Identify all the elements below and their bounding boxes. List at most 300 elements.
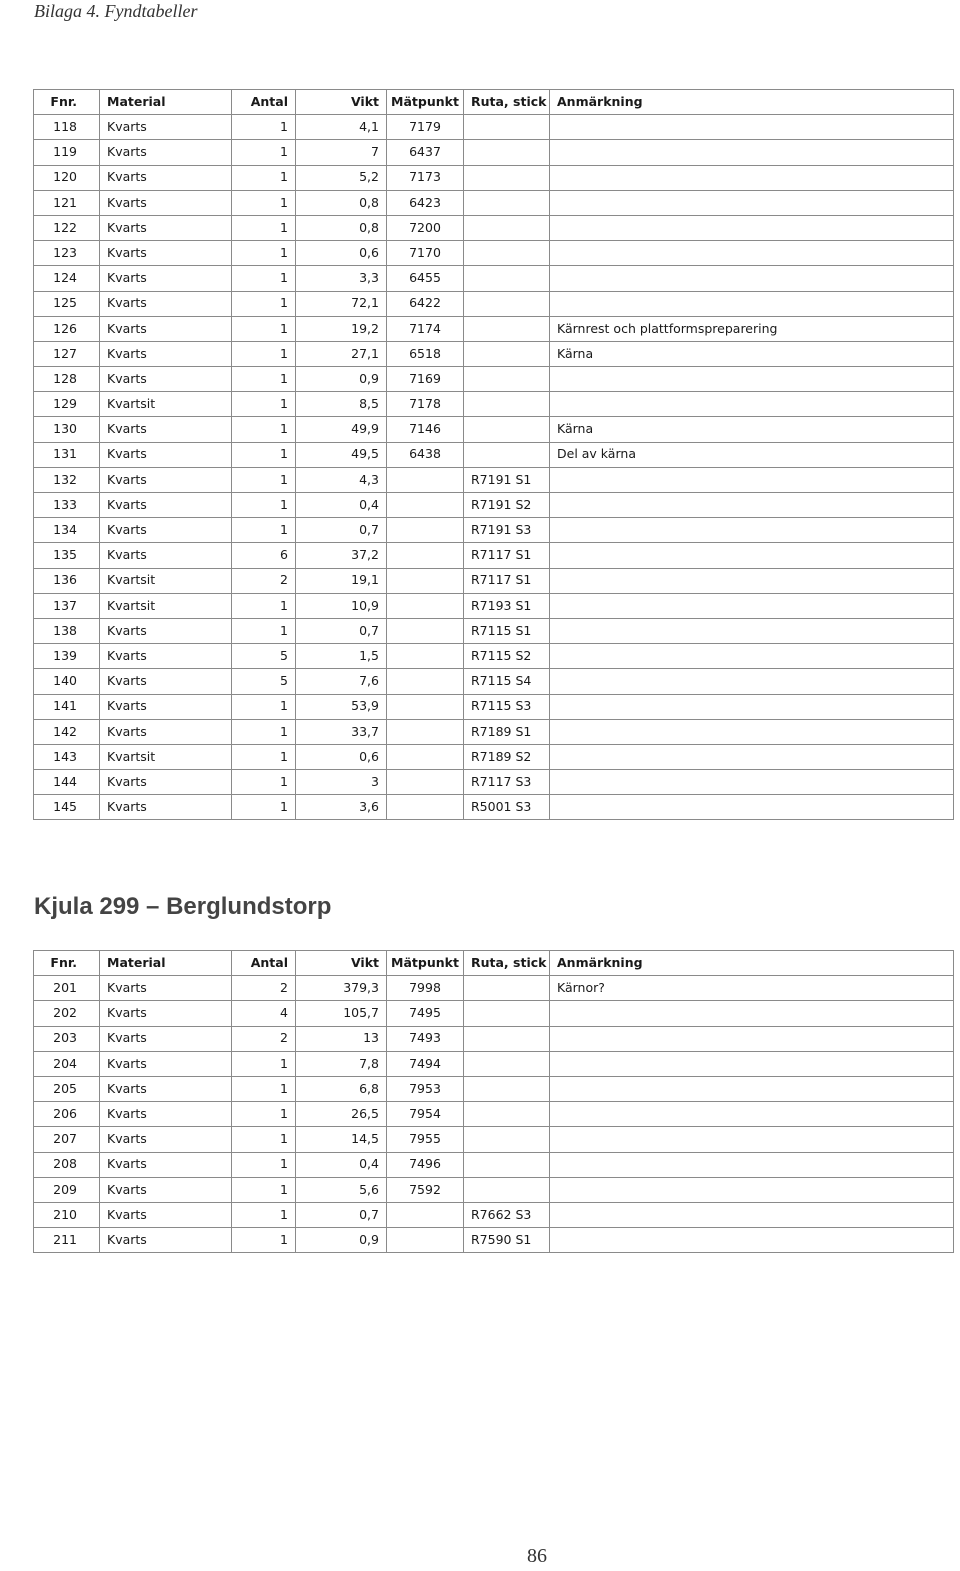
table-row bbox=[34, 367, 954, 392]
cell-material: Kvarts bbox=[100, 1102, 232, 1127]
cell-vikt: 0,6 bbox=[296, 744, 387, 769]
cell-fnr: 202 bbox=[34, 1001, 100, 1026]
table-row bbox=[34, 1177, 954, 1202]
cell-anmarkning bbox=[550, 644, 954, 669]
cell-antal: 1 bbox=[232, 795, 296, 820]
cell-material: Kvarts bbox=[100, 1127, 232, 1152]
cell-antal: 1 bbox=[232, 190, 296, 215]
cell-material: Kvarts bbox=[100, 442, 232, 467]
cell-anmarkning bbox=[550, 719, 954, 744]
cell-antal: 1 bbox=[232, 215, 296, 240]
cell-anmarkning bbox=[550, 669, 954, 694]
cell-ruta-stick bbox=[464, 165, 550, 190]
cell-fnr: 128 bbox=[34, 367, 100, 392]
cell-material: Kvarts bbox=[100, 1177, 232, 1202]
cell-matpunkt: 7955 bbox=[387, 1127, 464, 1152]
cell-ruta-stick: R7189 S1 bbox=[464, 719, 550, 744]
cell-fnr: 130 bbox=[34, 417, 100, 442]
cell-anmarkning bbox=[550, 266, 954, 291]
cell-vikt: 5,6 bbox=[296, 1177, 387, 1202]
cell-vikt: 4,1 bbox=[296, 115, 387, 140]
cell-vikt: 1,5 bbox=[296, 644, 387, 669]
cell-fnr: 210 bbox=[34, 1202, 100, 1227]
cell-vikt: 0,9 bbox=[296, 1228, 387, 1253]
cell-ruta-stick bbox=[464, 1102, 550, 1127]
cell-anmarkning bbox=[550, 467, 954, 492]
table-row bbox=[34, 165, 954, 190]
cell-material: Kvarts bbox=[100, 719, 232, 744]
cell-matpunkt: 6422 bbox=[387, 291, 464, 316]
cell-antal: 1 bbox=[232, 1177, 296, 1202]
table-row bbox=[34, 669, 954, 694]
table-row bbox=[34, 1001, 954, 1026]
cell-anmarkning bbox=[550, 291, 954, 316]
table-row bbox=[34, 644, 954, 669]
cell-anmarkning bbox=[550, 115, 954, 140]
cell-fnr: 135 bbox=[34, 543, 100, 568]
running-head: Bilaga 4. Fyndtabeller bbox=[34, 1, 198, 21]
cell-anmarkning bbox=[550, 215, 954, 240]
cell-vikt: 6,8 bbox=[296, 1076, 387, 1101]
col-header-matpunkt: Mätpunkt bbox=[387, 90, 464, 115]
cell-fnr: 143 bbox=[34, 744, 100, 769]
cell-ruta-stick: R5001 S3 bbox=[464, 795, 550, 820]
cell-anmarkning bbox=[550, 1026, 954, 1051]
table-row bbox=[34, 115, 954, 140]
cell-material: Kvarts bbox=[100, 795, 232, 820]
cell-ruta-stick bbox=[464, 316, 550, 341]
cell-anmarkning bbox=[550, 1127, 954, 1152]
table-row bbox=[34, 493, 954, 518]
page-number: 86 bbox=[527, 1545, 547, 1567]
finds-table-1 bbox=[33, 89, 954, 820]
cell-matpunkt bbox=[387, 1202, 464, 1227]
cell-matpunkt: 6518 bbox=[387, 341, 464, 366]
cell-antal: 1 bbox=[232, 1228, 296, 1253]
cell-material: Kvarts bbox=[100, 1076, 232, 1101]
cell-antal: 2 bbox=[232, 568, 296, 593]
cell-antal: 1 bbox=[232, 770, 296, 795]
cell-fnr: 140 bbox=[34, 669, 100, 694]
cell-fnr: 134 bbox=[34, 518, 100, 543]
cell-matpunkt: 6438 bbox=[387, 442, 464, 467]
cell-material: Kvarts bbox=[100, 467, 232, 492]
cell-fnr: 204 bbox=[34, 1051, 100, 1076]
cell-matpunkt bbox=[387, 518, 464, 543]
cell-vikt: 7 bbox=[296, 140, 387, 165]
cell-matpunkt: 7998 bbox=[387, 976, 464, 1001]
cell-anmarkning bbox=[550, 1228, 954, 1253]
cell-vikt: 14,5 bbox=[296, 1127, 387, 1152]
cell-vikt: 0,7 bbox=[296, 1202, 387, 1227]
cell-ruta-stick bbox=[464, 392, 550, 417]
cell-antal: 1 bbox=[232, 694, 296, 719]
table-row bbox=[34, 291, 954, 316]
cell-anmarkning bbox=[550, 1152, 954, 1177]
cell-fnr: 142 bbox=[34, 719, 100, 744]
cell-material: Kvarts bbox=[100, 140, 232, 165]
cell-fnr: 145 bbox=[34, 795, 100, 820]
cell-matpunkt: 6455 bbox=[387, 266, 464, 291]
cell-matpunkt: 7174 bbox=[387, 316, 464, 341]
cell-material: Kvarts bbox=[100, 1001, 232, 1026]
cell-antal: 1 bbox=[232, 467, 296, 492]
cell-ruta-stick: R7191 S2 bbox=[464, 493, 550, 518]
cell-matpunkt bbox=[387, 694, 464, 719]
cell-matpunkt: 7200 bbox=[387, 215, 464, 240]
cell-matpunkt: 7592 bbox=[387, 1177, 464, 1202]
cell-vikt: 26,5 bbox=[296, 1102, 387, 1127]
cell-ruta-stick: R7662 S3 bbox=[464, 1202, 550, 1227]
cell-material: Kvarts bbox=[100, 316, 232, 341]
cell-fnr: 129 bbox=[34, 392, 100, 417]
table-header-row bbox=[34, 951, 954, 976]
cell-ruta-stick bbox=[464, 291, 550, 316]
cell-material: Kvarts bbox=[100, 165, 232, 190]
col-header-material: Material bbox=[100, 951, 232, 976]
cell-ruta-stick bbox=[464, 140, 550, 165]
table-row bbox=[34, 467, 954, 492]
cell-ruta-stick bbox=[464, 1076, 550, 1101]
cell-matpunkt bbox=[387, 543, 464, 568]
cell-ruta-stick bbox=[464, 266, 550, 291]
cell-fnr: 125 bbox=[34, 291, 100, 316]
table-row bbox=[34, 341, 954, 366]
cell-fnr: 122 bbox=[34, 215, 100, 240]
table-row bbox=[34, 392, 954, 417]
cell-vikt: 49,5 bbox=[296, 442, 387, 467]
cell-fnr: 133 bbox=[34, 493, 100, 518]
table-row bbox=[34, 1127, 954, 1152]
table-row bbox=[34, 1152, 954, 1177]
cell-ruta-stick bbox=[464, 976, 550, 1001]
cell-antal: 1 bbox=[232, 140, 296, 165]
cell-anmarkning bbox=[550, 1076, 954, 1101]
cell-ruta-stick bbox=[464, 115, 550, 140]
cell-fnr: 211 bbox=[34, 1228, 100, 1253]
col-header-matpunkt: Mätpunkt bbox=[387, 951, 464, 976]
cell-fnr: 208 bbox=[34, 1152, 100, 1177]
table-row bbox=[34, 1051, 954, 1076]
cell-vikt: 0,7 bbox=[296, 618, 387, 643]
cell-material: Kvarts bbox=[100, 241, 232, 266]
cell-matpunkt bbox=[387, 568, 464, 593]
cell-fnr: 201 bbox=[34, 976, 100, 1001]
cell-antal: 1 bbox=[232, 1102, 296, 1127]
cell-vikt: 3,6 bbox=[296, 795, 387, 820]
cell-material: Kvarts bbox=[100, 367, 232, 392]
cell-vikt: 10,9 bbox=[296, 593, 387, 618]
cell-matpunkt bbox=[387, 467, 464, 492]
cell-antal: 5 bbox=[232, 669, 296, 694]
cell-ruta-stick: R7189 S2 bbox=[464, 744, 550, 769]
cell-matpunkt bbox=[387, 593, 464, 618]
cell-matpunkt: 7496 bbox=[387, 1152, 464, 1177]
cell-material: Kvarts bbox=[100, 694, 232, 719]
cell-fnr: 127 bbox=[34, 341, 100, 366]
cell-material: Kvarts bbox=[100, 518, 232, 543]
cell-matpunkt: 7169 bbox=[387, 367, 464, 392]
cell-antal: 1 bbox=[232, 241, 296, 266]
cell-anmarkning bbox=[550, 1051, 954, 1076]
table-row bbox=[34, 543, 954, 568]
table-row bbox=[34, 316, 954, 341]
cell-material: Kvarts bbox=[100, 543, 232, 568]
cell-fnr: 207 bbox=[34, 1127, 100, 1152]
cell-anmarkning bbox=[550, 744, 954, 769]
section-heading: Kjula 299 – Berglundstorp bbox=[34, 893, 332, 920]
cell-ruta-stick bbox=[464, 442, 550, 467]
cell-antal: 1 bbox=[232, 417, 296, 442]
cell-antal: 1 bbox=[232, 165, 296, 190]
cell-material: Kvarts bbox=[100, 644, 232, 669]
cell-ruta-stick: R7115 S1 bbox=[464, 618, 550, 643]
table-row bbox=[34, 1076, 954, 1101]
cell-fnr: 132 bbox=[34, 467, 100, 492]
cell-anmarkning bbox=[550, 367, 954, 392]
cell-antal: 1 bbox=[232, 593, 296, 618]
cell-vikt: 0,9 bbox=[296, 367, 387, 392]
cell-anmarkning bbox=[550, 190, 954, 215]
cell-fnr: 121 bbox=[34, 190, 100, 215]
cell-ruta-stick bbox=[464, 241, 550, 266]
cell-anmarkning bbox=[550, 241, 954, 266]
cell-fnr: 123 bbox=[34, 241, 100, 266]
table-row bbox=[34, 417, 954, 442]
cell-fnr: 118 bbox=[34, 115, 100, 140]
table-row bbox=[34, 770, 954, 795]
cell-ruta-stick bbox=[464, 1127, 550, 1152]
cell-material: Kvarts bbox=[100, 291, 232, 316]
cell-anmarkning: Del av kärna bbox=[550, 442, 954, 467]
cell-antal: 1 bbox=[232, 1076, 296, 1101]
cell-material: Kvarts bbox=[100, 341, 232, 366]
cell-anmarkning: Kärnor? bbox=[550, 976, 954, 1001]
cell-fnr: 124 bbox=[34, 266, 100, 291]
cell-antal: 1 bbox=[232, 518, 296, 543]
cell-ruta-stick bbox=[464, 215, 550, 240]
cell-antal: 1 bbox=[232, 266, 296, 291]
cell-antal: 1 bbox=[232, 341, 296, 366]
cell-matpunkt: 7146 bbox=[387, 417, 464, 442]
cell-vikt: 72,1 bbox=[296, 291, 387, 316]
cell-anmarkning bbox=[550, 694, 954, 719]
cell-vikt: 3,3 bbox=[296, 266, 387, 291]
cell-matpunkt: 7173 bbox=[387, 165, 464, 190]
col-header-fnr: Fnr. bbox=[34, 951, 100, 976]
cell-anmarkning bbox=[550, 568, 954, 593]
cell-matpunkt: 7953 bbox=[387, 1076, 464, 1101]
table-row bbox=[34, 1026, 954, 1051]
cell-antal: 1 bbox=[232, 1051, 296, 1076]
cell-fnr: 203 bbox=[34, 1026, 100, 1051]
cell-material: Kvarts bbox=[100, 770, 232, 795]
cell-vikt: 27,1 bbox=[296, 341, 387, 366]
cell-fnr: 120 bbox=[34, 165, 100, 190]
table-row bbox=[34, 795, 954, 820]
table-row bbox=[34, 744, 954, 769]
cell-anmarkning: Kärna bbox=[550, 417, 954, 442]
col-header-vikt: Vikt bbox=[296, 951, 387, 976]
cell-anmarkning bbox=[550, 543, 954, 568]
cell-ruta-stick: R7191 S3 bbox=[464, 518, 550, 543]
cell-vikt: 0,4 bbox=[296, 1152, 387, 1177]
cell-fnr: 205 bbox=[34, 1076, 100, 1101]
cell-fnr: 206 bbox=[34, 1102, 100, 1127]
cell-matpunkt: 7178 bbox=[387, 392, 464, 417]
cell-material: Kvarts bbox=[100, 190, 232, 215]
cell-vikt: 0,4 bbox=[296, 493, 387, 518]
cell-anmarkning bbox=[550, 1202, 954, 1227]
table-row bbox=[34, 241, 954, 266]
cell-matpunkt bbox=[387, 1228, 464, 1253]
cell-matpunkt: 7495 bbox=[387, 1001, 464, 1026]
cell-antal: 2 bbox=[232, 976, 296, 1001]
cell-fnr: 119 bbox=[34, 140, 100, 165]
cell-fnr: 209 bbox=[34, 1177, 100, 1202]
cell-anmarkning bbox=[550, 1001, 954, 1026]
cell-vikt: 19,1 bbox=[296, 568, 387, 593]
cell-vikt: 53,9 bbox=[296, 694, 387, 719]
cell-matpunkt: 7493 bbox=[387, 1026, 464, 1051]
cell-matpunkt: 7494 bbox=[387, 1051, 464, 1076]
cell-material: Kvarts bbox=[100, 1228, 232, 1253]
cell-fnr: 136 bbox=[34, 568, 100, 593]
cell-antal: 1 bbox=[232, 1127, 296, 1152]
cell-material: Kvartsit bbox=[100, 593, 232, 618]
cell-anmarkning bbox=[550, 618, 954, 643]
cell-vikt: 4,3 bbox=[296, 467, 387, 492]
table-body bbox=[34, 115, 954, 820]
cell-vikt: 7,8 bbox=[296, 1051, 387, 1076]
cell-vikt: 37,2 bbox=[296, 543, 387, 568]
table-header-row bbox=[34, 90, 954, 115]
cell-ruta-stick bbox=[464, 190, 550, 215]
cell-anmarkning bbox=[550, 518, 954, 543]
cell-ruta-stick: R7193 S1 bbox=[464, 593, 550, 618]
cell-antal: 1 bbox=[232, 618, 296, 643]
finds-table-2 bbox=[33, 950, 954, 1253]
cell-material: Kvartsit bbox=[100, 744, 232, 769]
table-row bbox=[34, 568, 954, 593]
cell-vikt: 5,2 bbox=[296, 165, 387, 190]
col-header-anmarkning: Anmärkning bbox=[550, 90, 954, 115]
cell-ruta-stick: R7117 S1 bbox=[464, 543, 550, 568]
cell-vikt: 0,7 bbox=[296, 518, 387, 543]
table-row bbox=[34, 215, 954, 240]
cell-matpunkt bbox=[387, 719, 464, 744]
table-row bbox=[34, 694, 954, 719]
cell-material: Kvarts bbox=[100, 976, 232, 1001]
col-header-ruta-stick: Ruta, stick bbox=[464, 951, 550, 976]
cell-anmarkning bbox=[550, 1177, 954, 1202]
cell-antal: 6 bbox=[232, 543, 296, 568]
cell-material: Kvarts bbox=[100, 669, 232, 694]
cell-antal: 1 bbox=[232, 442, 296, 467]
cell-antal: 1 bbox=[232, 291, 296, 316]
table-row bbox=[34, 719, 954, 744]
cell-matpunkt bbox=[387, 493, 464, 518]
cell-fnr: 131 bbox=[34, 442, 100, 467]
cell-vikt: 0,8 bbox=[296, 215, 387, 240]
cell-ruta-stick bbox=[464, 1026, 550, 1051]
cell-anmarkning: Kärnrest och plattformspreparering bbox=[550, 316, 954, 341]
cell-anmarkning bbox=[550, 493, 954, 518]
cell-matpunkt: 7179 bbox=[387, 115, 464, 140]
cell-fnr: 141 bbox=[34, 694, 100, 719]
cell-vikt: 8,5 bbox=[296, 392, 387, 417]
cell-matpunkt bbox=[387, 644, 464, 669]
cell-fnr: 138 bbox=[34, 618, 100, 643]
cell-material: Kvarts bbox=[100, 493, 232, 518]
cell-ruta-stick bbox=[464, 341, 550, 366]
cell-matpunkt: 7170 bbox=[387, 241, 464, 266]
cell-vikt: 0,8 bbox=[296, 190, 387, 215]
cell-matpunkt bbox=[387, 618, 464, 643]
cell-anmarkning: Kärna bbox=[550, 341, 954, 366]
cell-antal: 4 bbox=[232, 1001, 296, 1026]
cell-anmarkning bbox=[550, 1102, 954, 1127]
cell-matpunkt: 6423 bbox=[387, 190, 464, 215]
cell-material: Kvarts bbox=[100, 618, 232, 643]
cell-matpunkt: 6437 bbox=[387, 140, 464, 165]
cell-fnr: 126 bbox=[34, 316, 100, 341]
cell-anmarkning bbox=[550, 392, 954, 417]
cell-ruta-stick bbox=[464, 1001, 550, 1026]
cell-antal: 1 bbox=[232, 744, 296, 769]
cell-ruta-stick bbox=[464, 1177, 550, 1202]
cell-vikt: 3 bbox=[296, 770, 387, 795]
cell-vikt: 7,6 bbox=[296, 669, 387, 694]
cell-anmarkning bbox=[550, 140, 954, 165]
col-header-fnr: Fnr. bbox=[34, 90, 100, 115]
col-header-ruta-stick: Ruta, stick bbox=[464, 90, 550, 115]
cell-ruta-stick bbox=[464, 367, 550, 392]
cell-material: Kvarts bbox=[100, 1152, 232, 1177]
cell-matpunkt bbox=[387, 795, 464, 820]
table-body bbox=[34, 976, 954, 1253]
cell-antal: 1 bbox=[232, 316, 296, 341]
cell-ruta-stick: R7117 S1 bbox=[464, 568, 550, 593]
cell-ruta-stick: R7590 S1 bbox=[464, 1228, 550, 1253]
cell-matpunkt bbox=[387, 770, 464, 795]
table-row bbox=[34, 518, 954, 543]
cell-antal: 1 bbox=[232, 1152, 296, 1177]
table-row bbox=[34, 266, 954, 291]
cell-material: Kvartsit bbox=[100, 392, 232, 417]
cell-material: Kvarts bbox=[100, 266, 232, 291]
cell-matpunkt bbox=[387, 744, 464, 769]
cell-fnr: 139 bbox=[34, 644, 100, 669]
cell-vikt: 33,7 bbox=[296, 719, 387, 744]
cell-material: Kvarts bbox=[100, 1202, 232, 1227]
table-row bbox=[34, 1102, 954, 1127]
cell-ruta-stick: R7191 S1 bbox=[464, 467, 550, 492]
cell-antal: 2 bbox=[232, 1026, 296, 1051]
cell-vikt: 0,6 bbox=[296, 241, 387, 266]
cell-matpunkt: 7954 bbox=[387, 1102, 464, 1127]
cell-vikt: 379,3 bbox=[296, 976, 387, 1001]
cell-ruta-stick: R7115 S3 bbox=[464, 694, 550, 719]
cell-vikt: 49,9 bbox=[296, 417, 387, 442]
table-row bbox=[34, 140, 954, 165]
table-row bbox=[34, 618, 954, 643]
table-row bbox=[34, 1228, 954, 1253]
cell-ruta-stick: R7117 S3 bbox=[464, 770, 550, 795]
cell-material: Kvartsit bbox=[100, 568, 232, 593]
cell-anmarkning bbox=[550, 795, 954, 820]
cell-ruta-stick: R7115 S2 bbox=[464, 644, 550, 669]
